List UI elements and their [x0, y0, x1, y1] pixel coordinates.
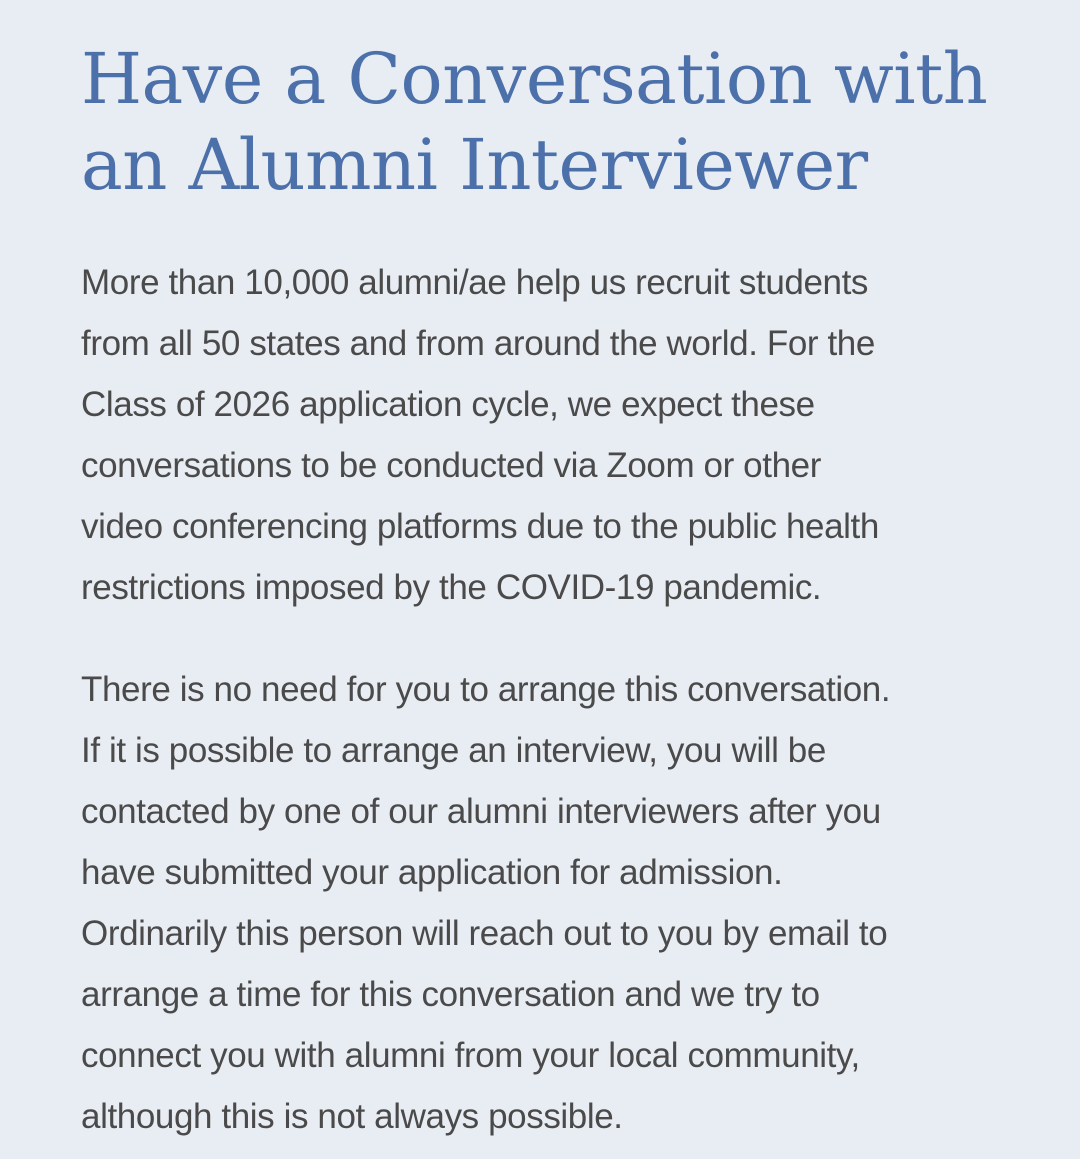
paragraph-line: connect you with alumni from your local community, [81, 1036, 860, 1075]
page-title-line-2: an Alumni Interviewer [81, 124, 868, 206]
paragraph-line: Class of 2026 application cycle, we expect these [81, 385, 815, 424]
details-paragraph [81, 659, 981, 1147]
paragraph-line: conversations to be conducted via Zoom or other [81, 446, 821, 485]
page-title-line-1: Have a Conversation with [81, 38, 988, 120]
paragraph-line: video conferencing platforms due to the public health [81, 507, 879, 546]
paragraph-line: More than 10,000 alumni/ae help us recruit students [81, 263, 869, 302]
paragraph-line: restrictions imposed by the COVID-19 pandemic. [81, 568, 822, 607]
page-title [81, 36, 988, 208]
paragraph-line: arrange a time for this conversation and we try to [81, 975, 820, 1014]
paragraph-line: Ordinarily this person will reach out to you by email to [81, 914, 888, 953]
intro-paragraph [81, 252, 981, 618]
paragraph-line: from all 50 states and from around the world. For the [81, 324, 875, 363]
paragraph-line: although this is not always possible. [81, 1097, 623, 1136]
paragraph-line: If it is possible to arrange an interview, you will be [81, 731, 826, 770]
paragraph-line: have submitted your application for admission. [81, 853, 783, 892]
paragraph-line: There is no need for you to arrange this conversation. [81, 670, 891, 709]
paragraph-line: contacted by one of our alumni interviewers after you [81, 792, 881, 831]
